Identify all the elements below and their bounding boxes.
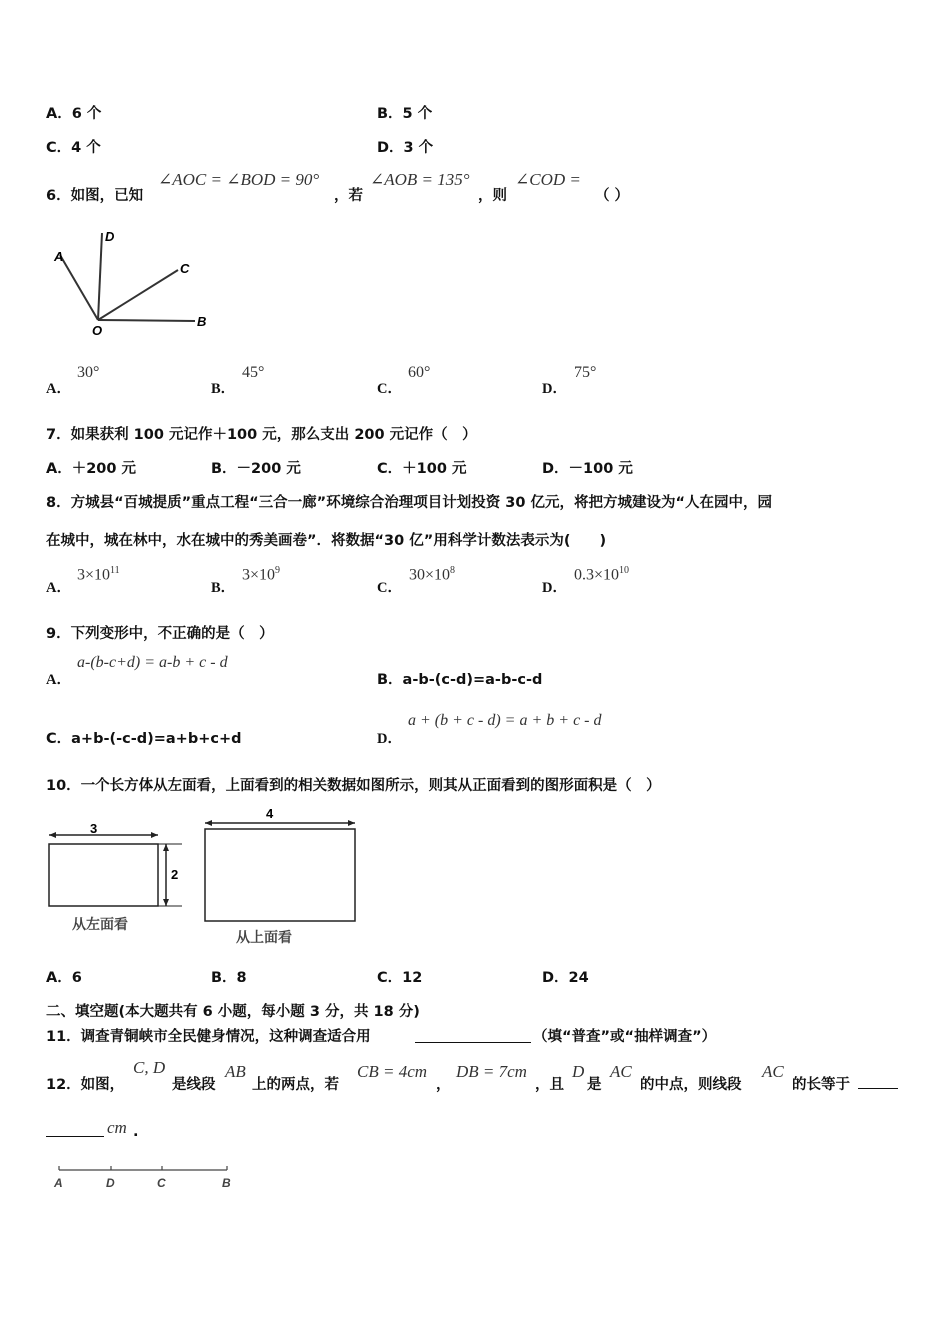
- point-label-c: C: [157, 1176, 166, 1190]
- q9-text: 9．下列变形中，不正确的是（ ）: [46, 626, 274, 642]
- q12-db: DB = 7cm: [456, 1062, 527, 1081]
- q6-paren: （ ）: [595, 188, 630, 204]
- q6-mid: ，若: [334, 188, 363, 204]
- q9-option-a-expr: a-(b-c+d) = a-b + c - d: [77, 654, 228, 671]
- q11-suffix: （填“普查”或“抽样调查”）: [533, 1029, 717, 1045]
- ray-ob: [98, 320, 195, 321]
- q12-t3: ，且: [535, 1077, 564, 1093]
- q12-segment-figure: [48, 1160, 248, 1194]
- q7-option-b: B．－200 元: [211, 461, 301, 477]
- label-b: B: [197, 314, 207, 329]
- label-d: D: [105, 229, 115, 244]
- q8-option-c-value: $30\times 10^8$: [409, 565, 456, 584]
- q7-text: 7．如果获利 100 元记作＋100 元，那么支出 200 元记作（ ）: [46, 427, 477, 443]
- q6-option-a-label: A．: [46, 381, 71, 397]
- q6-cond1: ∠AOC = ∠BOD = 90°: [158, 170, 320, 189]
- arrow-left: [49, 832, 56, 838]
- q6-then: ，则: [478, 188, 507, 204]
- arrow-down: [163, 899, 169, 906]
- q12-t6: 的长等于: [792, 1077, 850, 1093]
- q6-option-b-label: B．: [211, 381, 236, 397]
- q8-option-d-value: $0.3\times 10^{10}$: [574, 565, 630, 584]
- point-label-d: D: [106, 1176, 115, 1190]
- q8-line1: 8．方城县“百城提质”重点工程“三合一廊”环境综合治理项目计划投资 30 亿元，将把方城建设为“人在园中，园: [46, 495, 773, 511]
- q12-prefix: 12．如图，: [46, 1077, 125, 1093]
- q6-angle-figure: [50, 225, 220, 337]
- q9-option-d-expr: a + (b + c - d) = a + b + c - d: [408, 712, 602, 729]
- q5-option-c: C．4 个: [46, 140, 101, 156]
- label-o: O: [92, 323, 103, 337]
- q11-answer-blank[interactable]: [415, 1042, 531, 1043]
- q12-t1: 是线段: [172, 1077, 216, 1093]
- q10-option-c: C．12: [377, 970, 423, 986]
- q8-option-c-label: C．: [377, 580, 402, 596]
- q7-option-c: C．＋100 元: [377, 461, 467, 477]
- q6-target: ∠COD =: [515, 170, 581, 189]
- q12-cd: C, D: [133, 1058, 166, 1077]
- q8-option-d-label: D．: [542, 580, 567, 596]
- q12-answer-blank-part1[interactable]: [858, 1088, 898, 1089]
- q12-unit: cm: [107, 1118, 127, 1137]
- q9-option-d-label: D．: [377, 731, 402, 747]
- q12-period: .: [133, 1124, 139, 1140]
- ray-od: [98, 233, 102, 320]
- q10-option-a: A．6: [46, 970, 82, 986]
- q6-prefix: 6．如图，已知: [46, 188, 144, 204]
- q12-t2: 上的两点，若: [252, 1077, 339, 1093]
- q12-ac2: AC: [762, 1062, 784, 1081]
- q5-option-b: B．5 个: [377, 106, 433, 122]
- arrow-right: [151, 832, 158, 838]
- q6-option-d-label: D．: [542, 381, 567, 397]
- top-view-rect: [205, 829, 355, 921]
- q6-option-d-value: 75°: [574, 364, 597, 381]
- q9-option-c: C．a+b-(-c-d)=a+b+c+d: [46, 731, 242, 747]
- q12-ac1: AC: [610, 1062, 632, 1081]
- q9-option-b: B．a-b-(c-d)=a-b-c-d: [377, 672, 543, 688]
- q8-option-b-value: $3\times 10^9$: [242, 565, 281, 584]
- q12-d: D: [572, 1062, 585, 1081]
- ray-oc: [98, 270, 178, 320]
- q12-t5: 的中点，则线段: [640, 1077, 742, 1093]
- q10-top-view-figure: [198, 805, 363, 947]
- q10-text: 10．一个长方体从左面看，上面看到的相关数据如图所示，则其从正面看到的图形面积是（ ）: [46, 778, 661, 794]
- q10-option-b: B．8: [211, 970, 247, 986]
- q12-cb: CB = 4cm: [357, 1062, 428, 1081]
- q7-option-d: D．－100 元: [542, 461, 633, 477]
- q9-option-a-label: A．: [46, 672, 71, 688]
- dim-width-label: 3: [90, 821, 98, 836]
- q11-text: 11．调查青铜峡市全民健身情况，这种调查适合用: [46, 1029, 371, 1045]
- ray-oa: [60, 255, 98, 320]
- q8-option-a-label: A．: [46, 580, 71, 596]
- q12-comma: ，: [436, 1077, 451, 1093]
- q6-option-c-value: 60°: [408, 364, 431, 381]
- q12-answer-blank-part2[interactable]: [46, 1136, 104, 1137]
- q10-option-d: D．24: [542, 970, 589, 986]
- q8-line2: 在城中，城在林中，水在城中的秀美画卷”．将数据“30 亿”用科学计数法表示为( ): [46, 533, 607, 549]
- q7-option-a: A．＋200 元: [46, 461, 137, 477]
- label-a: A: [54, 249, 64, 264]
- arrow-left: [205, 820, 212, 826]
- q8-option-b-label: B．: [211, 580, 236, 596]
- q6-option-b-value: 45°: [242, 364, 265, 381]
- label-c: C: [180, 261, 190, 276]
- dim-height-label: 2: [171, 867, 179, 882]
- left-view-caption: 从左面看: [72, 916, 128, 932]
- q6-option-a-value: 30°: [77, 364, 100, 381]
- dim-top-width-label: 4: [266, 806, 274, 821]
- arrow-up: [163, 844, 169, 851]
- top-view-caption: 从上面看: [236, 929, 292, 945]
- section-2-heading: 二、填空题(本大题共有 6 小题，每小题 3 分，共 18 分): [46, 1004, 420, 1020]
- q5-option-d: D．3 个: [377, 140, 434, 156]
- q10-left-view-figure: [44, 815, 194, 937]
- left-view-rect: [49, 844, 158, 906]
- q8-option-a-value: $3\times 10^{11}$: [77, 565, 120, 584]
- q12-ab: AB: [225, 1062, 246, 1081]
- point-label-a: A: [54, 1176, 63, 1190]
- q12-t4: 是: [587, 1077, 602, 1093]
- q6-cond2: ∠AOB = 135°: [370, 170, 470, 189]
- arrow-right: [348, 820, 355, 826]
- q5-option-a: A．6 个: [46, 106, 102, 122]
- q6-option-c-label: C．: [377, 381, 402, 397]
- point-label-b: B: [222, 1176, 231, 1190]
